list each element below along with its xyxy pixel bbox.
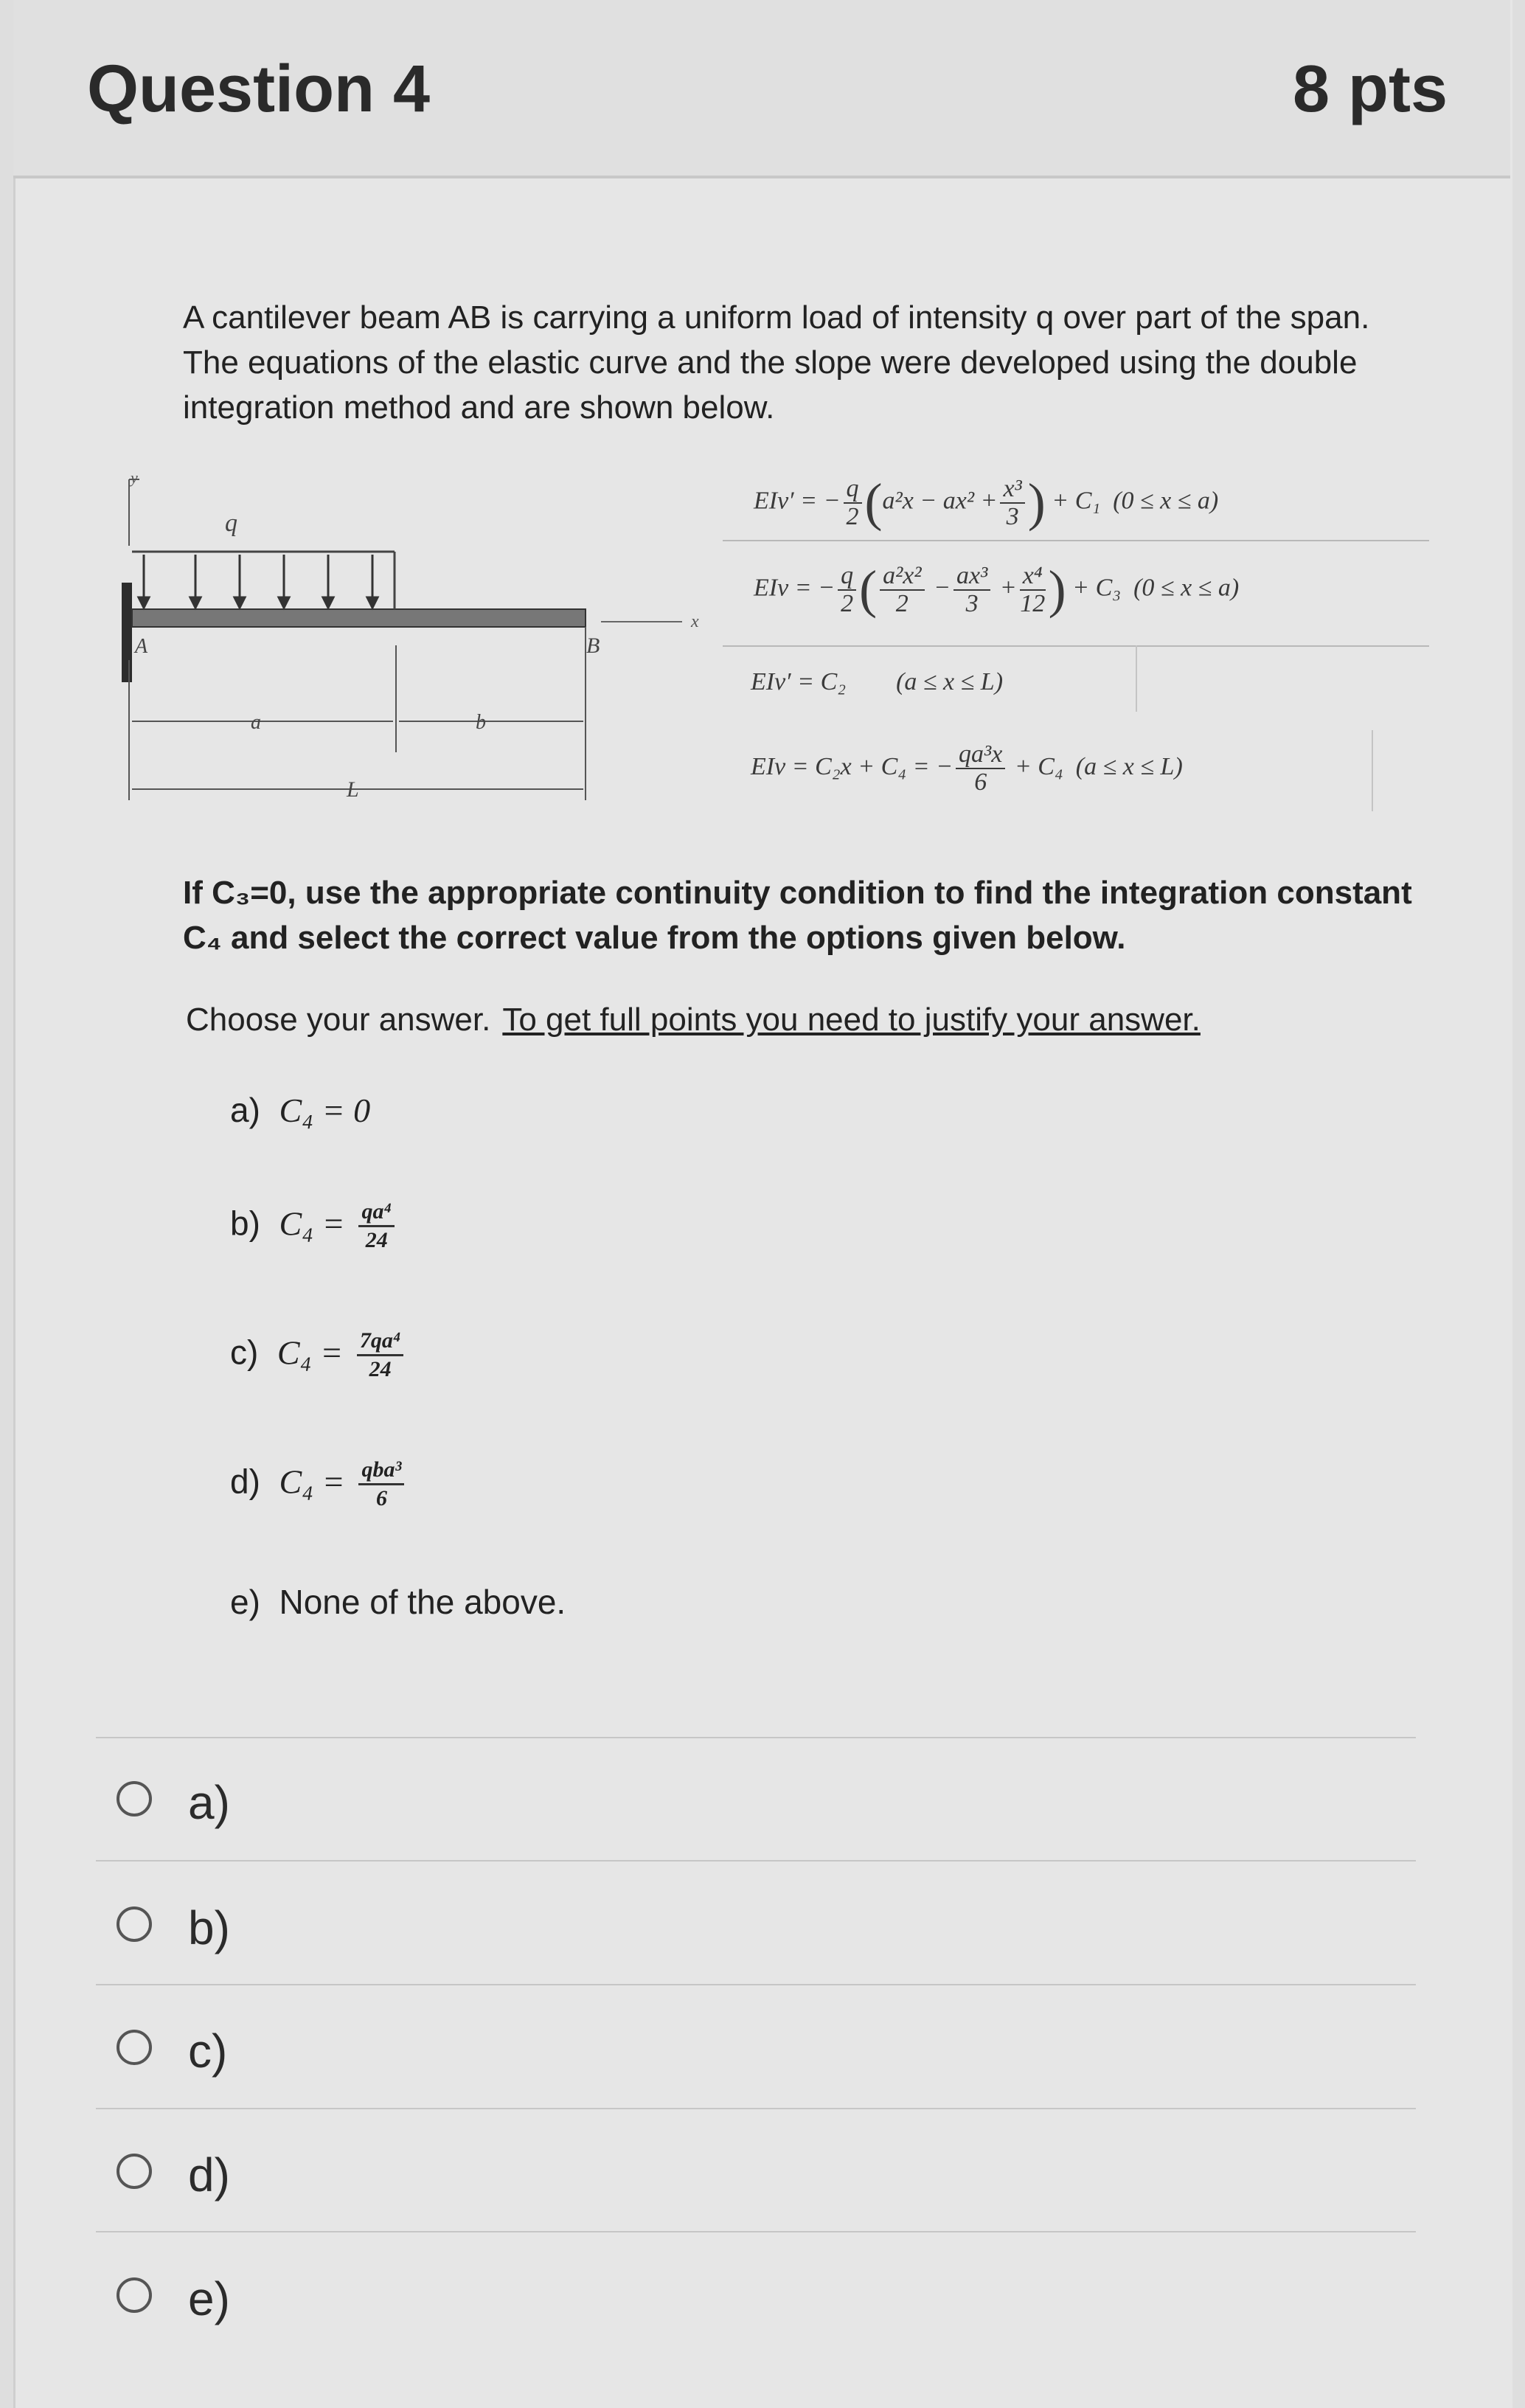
answer-b[interactable]: [111, 1892, 1364, 1980]
point-A-label: A: [135, 635, 148, 658]
continuity-instruction: If C₃=0, use the appropriate continuity condition to find the integration constant C₄ and select the correct value from the options given below.: [183, 875, 1412, 956]
radio-b[interactable]: [117, 1906, 152, 1942]
answer-e[interactable]: [111, 2263, 1364, 2351]
slope-equation-2: EIv′ = C₂ (a ≤ x ≤ L): [751, 668, 1004, 695]
dim-L-label: L: [347, 777, 359, 802]
x-axis-label: x: [691, 612, 699, 631]
divider: [96, 2231, 1416, 2232]
deflection-equation-1: EIv = − $\frac{q}{2}$ ( $\frac{\text{a²x²}}{2}$ − $\frac{\text{ax³}}{3}$ + $\frac{\text{x⁴}}{12}$ ) + C₃ (0 ≤ x ≤ a): [754, 560, 1240, 619]
justify-note: To get full points you need to justify your answer.: [502, 1002, 1201, 1038]
elastic-curve-equations: [723, 450, 1431, 819]
question-points: 8 pts: [1292, 52, 1448, 126]
radio-e[interactable]: [117, 2277, 152, 2313]
option-a-text: a) C₄ = 0: [230, 1091, 371, 1129]
choose-instruction: Choose your answer. To get full points you need to justify your answer.: [186, 1002, 1201, 1038]
answer-a[interactable]: [111, 1766, 1364, 1855]
divider: [96, 1984, 1416, 1985]
answer-e-label: e): [188, 2272, 230, 2325]
answer-c-label: c): [188, 2024, 228, 2078]
radio-c[interactable]: [117, 2030, 152, 2065]
point-B-label: B: [586, 634, 600, 658]
answer-b-label: b): [188, 1901, 230, 1954]
option-c-text: c) C₄ = $\frac{\text{7qa⁴}}{24}$: [230, 1328, 403, 1383]
cantilever-beam-diagram: [114, 465, 704, 819]
deflection-equation-2: EIv = C₂x + C₄ = − $\frac{\text{qa³x}}{6}$ + C₄ (a ≤ x ≤ L): [751, 740, 1183, 796]
question-header: [13, 0, 1510, 178]
option-d-text: d) C₄ = qba³ 6: [230, 1457, 404, 1512]
dim-a-label: a: [251, 711, 261, 734]
slope-equation-1: EIv′ = − $\frac{q}{2}$ (a²x − ax² + $\frac{\text{x³}}{3}$ ) + C₁ (0 ≤ x ≤ a): [754, 473, 1219, 532]
divider: [96, 1737, 1416, 1738]
load-label: q: [225, 510, 237, 537]
option-b-text: b) C₄ = $\frac{\text{qa⁴}}{24}$: [230, 1198, 395, 1254]
divider: [96, 1860, 1416, 1861]
y-axis-label: y: [131, 468, 138, 487]
option-e-text: e) None of the above.: [230, 1583, 566, 1621]
answer-d[interactable]: [111, 2139, 1364, 2227]
divider: [96, 2108, 1416, 2109]
question-prompt: A cantilever beam AB is carrying a uniform load of intensity q over part of the span. The equations of the elastic curve and the slope were developed using the double integration method and are shown below.: [183, 299, 1370, 426]
radio-d[interactable]: [117, 2154, 152, 2189]
answer-c[interactable]: [111, 2015, 1364, 2103]
answer-a-label: a): [188, 1776, 230, 1829]
dim-b-label: b: [476, 711, 486, 734]
radio-a[interactable]: [117, 1781, 152, 1817]
question-title: Question 4: [87, 52, 431, 126]
answer-d-label: d): [188, 2148, 230, 2201]
